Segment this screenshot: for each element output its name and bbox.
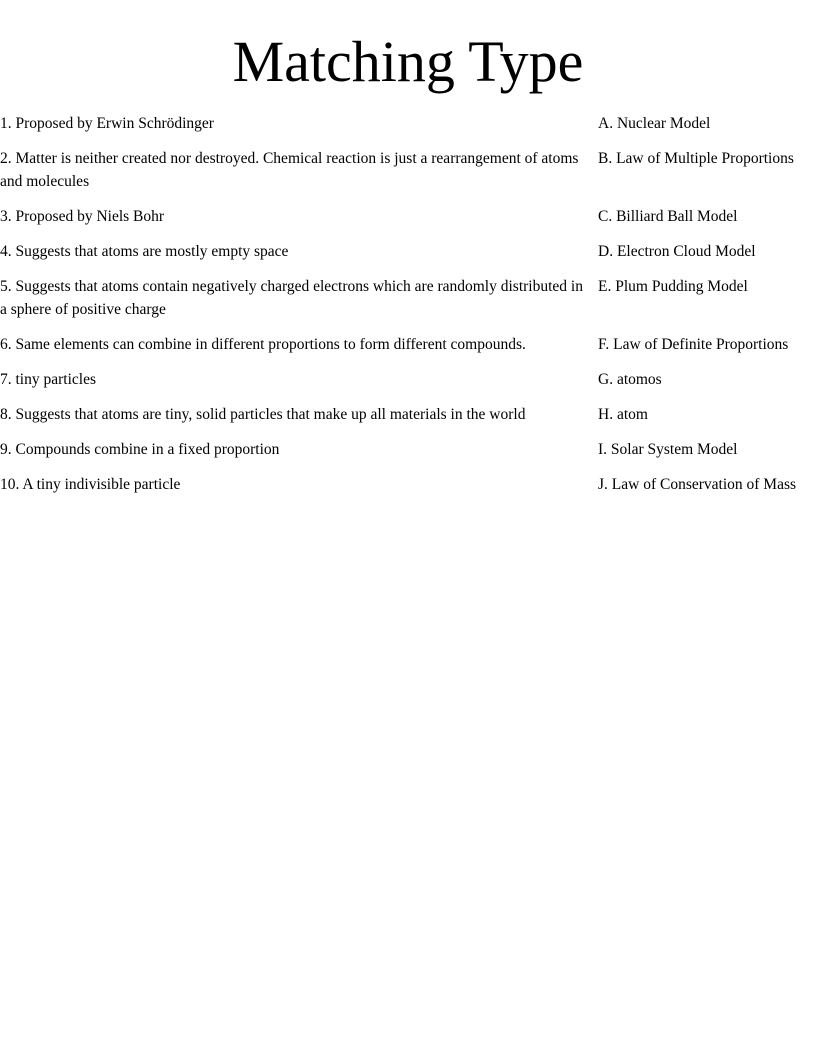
question-9: 9. Compounds combine in a fixed proportion — [0, 441, 280, 458]
matching-row-5 — [0, 275, 816, 321]
matching-row-7 — [0, 368, 816, 391]
matching-row-10 — [0, 473, 816, 496]
answer-a: A. Nuclear Model — [598, 115, 711, 132]
question-7: 7. tiny particles — [0, 371, 96, 388]
matching-row-6 — [0, 333, 816, 356]
answer-j: J. Law of Conservation of Mass — [598, 476, 797, 493]
matching-row-2 — [0, 147, 816, 193]
question-1: 1. Proposed by Erwin Schrödinger — [0, 115, 214, 132]
answer-h: H. atom — [598, 406, 648, 423]
matching-row-1 — [0, 112, 816, 135]
matching-row-3 — [0, 205, 816, 228]
question-2: 2. Matter is neither created nor destroyed. Chemical reaction is just a rearrangement of atoms and molecules — [0, 150, 579, 190]
question-6: 6. Same elements can combine in different proportions to form different compounds. — [0, 336, 526, 353]
page-title: Matching Type — [232, 29, 584, 94]
answer-c: C. Billiard Ball Model — [598, 208, 738, 225]
matching-row-9 — [0, 438, 816, 461]
question-10: 10. A tiny indivisible particle — [0, 476, 181, 493]
matching-row-4 — [0, 240, 816, 263]
matching-list — [0, 112, 816, 508]
question-8: 8. Suggests that atoms are tiny, solid particles that make up all materials in the world — [0, 406, 526, 423]
question-3: 3. Proposed by Niels Bohr — [0, 208, 165, 225]
question-4: 4. Suggests that atoms are mostly empty space — [0, 243, 289, 260]
answer-f: F. Law of Definite Proportions — [598, 336, 789, 353]
question-5: 5. Suggests that atoms contain negatively charged electrons which are randomly distributed in a sphere of positive charge — [0, 278, 583, 318]
answer-g: G. atomos — [598, 371, 662, 388]
matching-row-8 — [0, 403, 816, 426]
answer-e: E. Plum Pudding Model — [598, 278, 748, 295]
answer-i: I. Solar System Model — [598, 441, 738, 458]
answer-d: D. Electron Cloud Model — [598, 243, 756, 260]
answer-b: B. Law of Multiple Proportions — [598, 150, 794, 167]
